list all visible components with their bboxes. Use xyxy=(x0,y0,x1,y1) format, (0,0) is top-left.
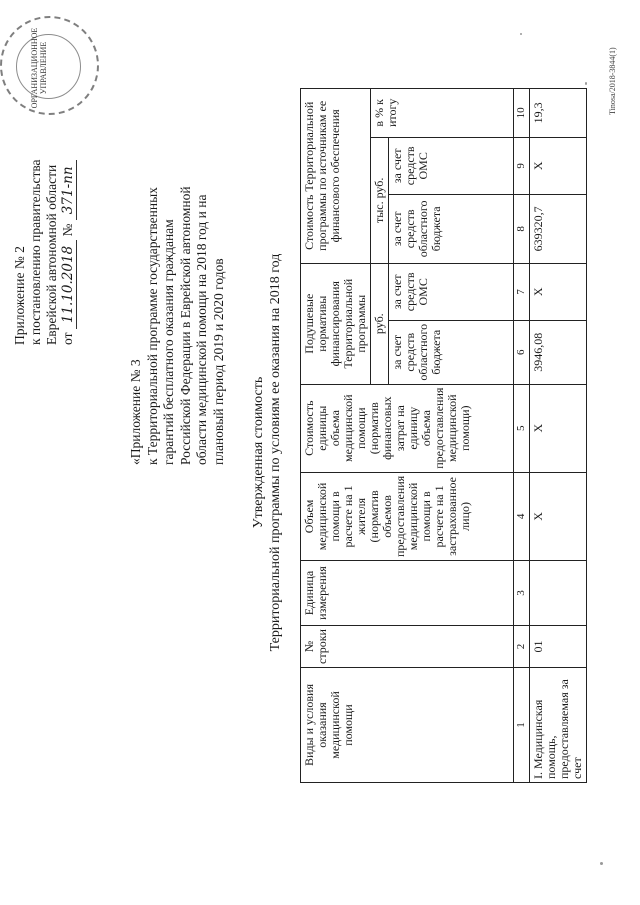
approval-date-line xyxy=(60,159,76,345)
header-percent: в % к итогу xyxy=(371,88,514,137)
scan-speck xyxy=(520,33,522,35)
annex-line-6: плановый период 2019 и 2020 годов xyxy=(210,258,226,465)
scan-speck xyxy=(600,862,603,865)
annex-line-2: к Территориальной программе государственных xyxy=(144,187,160,465)
row-unit xyxy=(530,561,587,626)
stamp-line-2: УПРАВЛЕНИЕ xyxy=(39,41,48,95)
header-unit: Единица измерения xyxy=(301,561,514,626)
header-per-capita-norms: Подушевые нормативы финансирования Территориальной программы xyxy=(301,263,371,384)
annex-line-3: гарантий бесплатного оказания гражданам xyxy=(161,219,176,465)
header-line-number: № строки xyxy=(301,626,514,668)
title-line-1: Утвержденная стоимость xyxy=(251,376,266,529)
approval-line-3: Еврейской автономной области xyxy=(44,164,59,345)
approval-date: 11.10.2018 xyxy=(60,240,77,329)
row-norm-budget: 3946,08 xyxy=(530,320,587,384)
header-unit-thousand: тыс. руб. xyxy=(371,137,389,263)
col-number: 10 xyxy=(514,88,530,137)
col-number: 8 xyxy=(514,194,530,263)
header-program-cost: Стоимость Территориальной программы по источникам ее финансового обеспечения xyxy=(301,88,371,263)
column-number-row xyxy=(514,88,530,782)
header-sum-oms: за счет средств ОМС xyxy=(389,137,514,194)
annex-line-4: Российской Федерации в Еврейской автономной xyxy=(177,186,193,465)
col-number: 4 xyxy=(514,472,530,560)
row-norm-oms: Х xyxy=(530,263,587,320)
number-prefix: № xyxy=(60,223,75,237)
header-sum-budget: за счет средств областного бюджета xyxy=(389,194,514,263)
col-number: 3 xyxy=(514,561,530,626)
header-row-1 xyxy=(301,88,371,782)
approval-number: 371-пп xyxy=(60,160,77,220)
annex-line-1: «Приложение № 3 xyxy=(128,359,143,465)
col-number: 2 xyxy=(514,626,530,668)
table-row xyxy=(530,88,587,782)
approval-line-1: Приложение № 2 xyxy=(12,246,27,345)
cost-table xyxy=(300,88,587,783)
header-unit-cost: Стоимость единицы объема медицинской помощи (норматив финансовых затрат на единицу объема предоставления медицинской помощи) xyxy=(301,384,514,472)
annex-3-block xyxy=(128,186,227,465)
approval-line-2: к постановлению правительства xyxy=(28,159,43,345)
header-unit-rub: руб. xyxy=(371,263,389,384)
col-number: 9 xyxy=(514,137,530,194)
row-line-number: 01 xyxy=(530,626,587,668)
row-percent: 19,3 xyxy=(530,88,587,137)
row-name: I. Медицинская помощь, предоставляемая за счет xyxy=(530,668,587,783)
date-prefix: от xyxy=(60,332,75,345)
col-number: 5 xyxy=(514,384,530,472)
header-norm-oms: за счет средств ОМС xyxy=(389,263,514,320)
scan-speck xyxy=(585,82,587,85)
document-title xyxy=(250,0,284,905)
col-number: 6 xyxy=(514,320,530,384)
footer-code: Tinosa/2018-3844(1) xyxy=(608,47,617,115)
annex-line-5: области медицинской помощи на 2018 год и на xyxy=(194,194,209,465)
row-unit-cost: Х xyxy=(530,384,587,472)
approval-block xyxy=(12,159,76,345)
stamp-label xyxy=(30,23,48,113)
header-volume: Объем медицинской помощи в расчете на 1 жителя (норматив объемов предоставления медицинской помощи в расчете на 1 застрахованное лицо) xyxy=(301,472,514,560)
header-kind: Виды и условия оказания медицинской помощи xyxy=(301,668,514,783)
official-stamp xyxy=(0,16,99,115)
row-sum-budget: 639320,7 xyxy=(530,194,587,263)
col-number: 1 xyxy=(514,668,530,783)
row-sum-oms: Х xyxy=(530,137,587,194)
stamp-line-1: ОРГАНИЗАЦИОННОЕ xyxy=(30,27,39,109)
col-number: 7 xyxy=(514,263,530,320)
header-norm-budget: за счет средств областного бюджета xyxy=(389,320,514,384)
row-volume: Х xyxy=(530,472,587,560)
title-line-2: Территориальной программы по условиям ее оказания на 2018 год xyxy=(268,253,283,652)
